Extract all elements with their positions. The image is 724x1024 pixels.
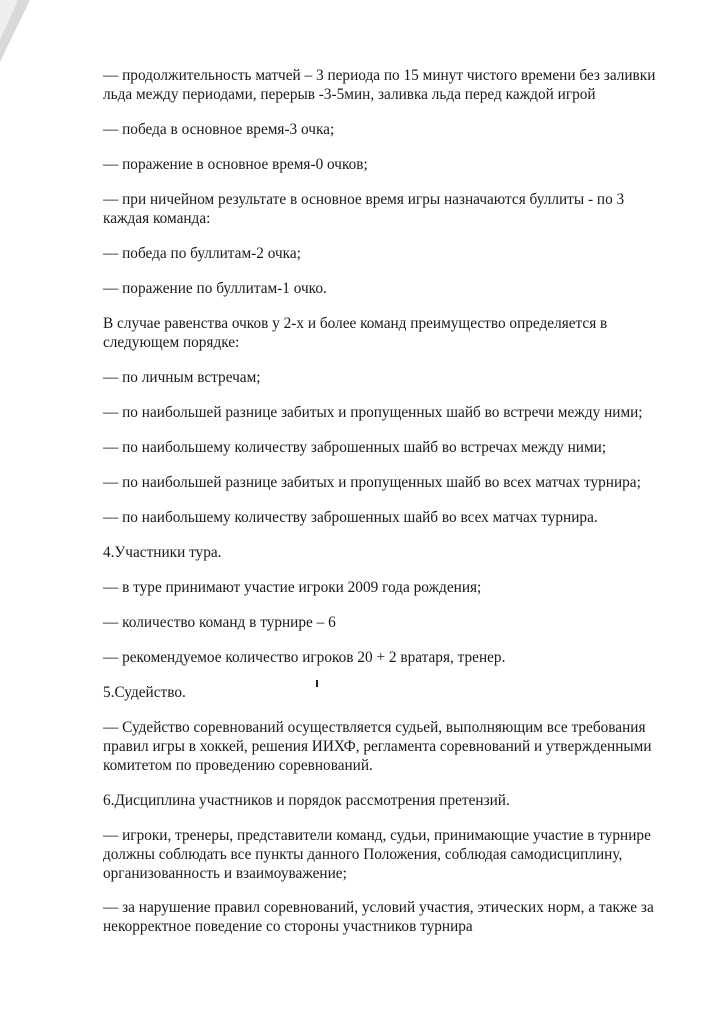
paragraph: — по наибольшей разнице забитых и пропущенных шайб во встречи между ними; <box>103 404 643 421</box>
paragraph: — победа по буллитам-2 очка; <box>103 245 301 262</box>
folded-corner-highlight <box>0 0 18 40</box>
paragraph: — Судейство соревнований осуществляется судьей, выполняющим все требования правил игры в хоккей, решения ИИХФ, регламента соревнований и утвержденными комитетом по проведению соревнований. <box>103 719 652 774</box>
paragraph: — рекомендуемое количество игроков 20 + 2 вратаря, тренер. <box>103 649 506 666</box>
paragraph: — по наибольшему количеству заброшенных шайб во всех матчах турнира. <box>103 509 598 526</box>
document-body <box>103 66 663 952</box>
paragraph: — при ничейном результате в основное время игры назначаются буллиты - по 3 каждая команда: <box>103 191 625 227</box>
section-heading: 6.Дисциплина участников и порядок рассмотрения претензий. <box>103 792 510 809</box>
paragraph: — игроки, тренеры, представители команд, судьи, принимающие участие в турнире должны соблюдать все пункты данного Положения, соблюдая самодисциплину, организованность и взаимоуважение; <box>103 827 651 882</box>
paragraph: — за нарушение правил соревнований, условий участия, этических норм, а также за некорректное поведение со стороны участников турнира <box>103 899 654 935</box>
paragraph: — количество команд в турнире – 6 <box>103 614 336 631</box>
paragraph: В случае равенства очков у 2-х и более команд преимущество определяется в следующем порядке: <box>103 315 608 351</box>
paragraph: — поражение в основное время-0 очков; <box>103 156 368 173</box>
section-heading: 5.Судейство. <box>103 684 186 701</box>
paragraph: — победа в основное время-3 очка; <box>103 121 335 138</box>
paragraph: — в туре принимают участие игроки 2009 года рождения; <box>103 579 482 596</box>
paragraph: — по личным встречам; <box>103 369 261 386</box>
paragraph: — по наибольшему количеству заброшенных шайб во встречах между ними; <box>103 439 607 456</box>
paragraph: — продолжительность матчей – 3 периода по 15 минут чистого времени без заливки льда между периодами, перерыв -3-5мин, заливка льда перед каждой игрой <box>103 67 656 103</box>
scan-mark <box>316 680 318 687</box>
paragraph: — поражение по буллитам-1 очко. <box>103 280 327 297</box>
section-heading: 4.Участники тура. <box>103 544 222 561</box>
paragraph: — по наибольшей разнице забитых и пропущенных шайб во всех матчах турнира; <box>103 474 641 491</box>
